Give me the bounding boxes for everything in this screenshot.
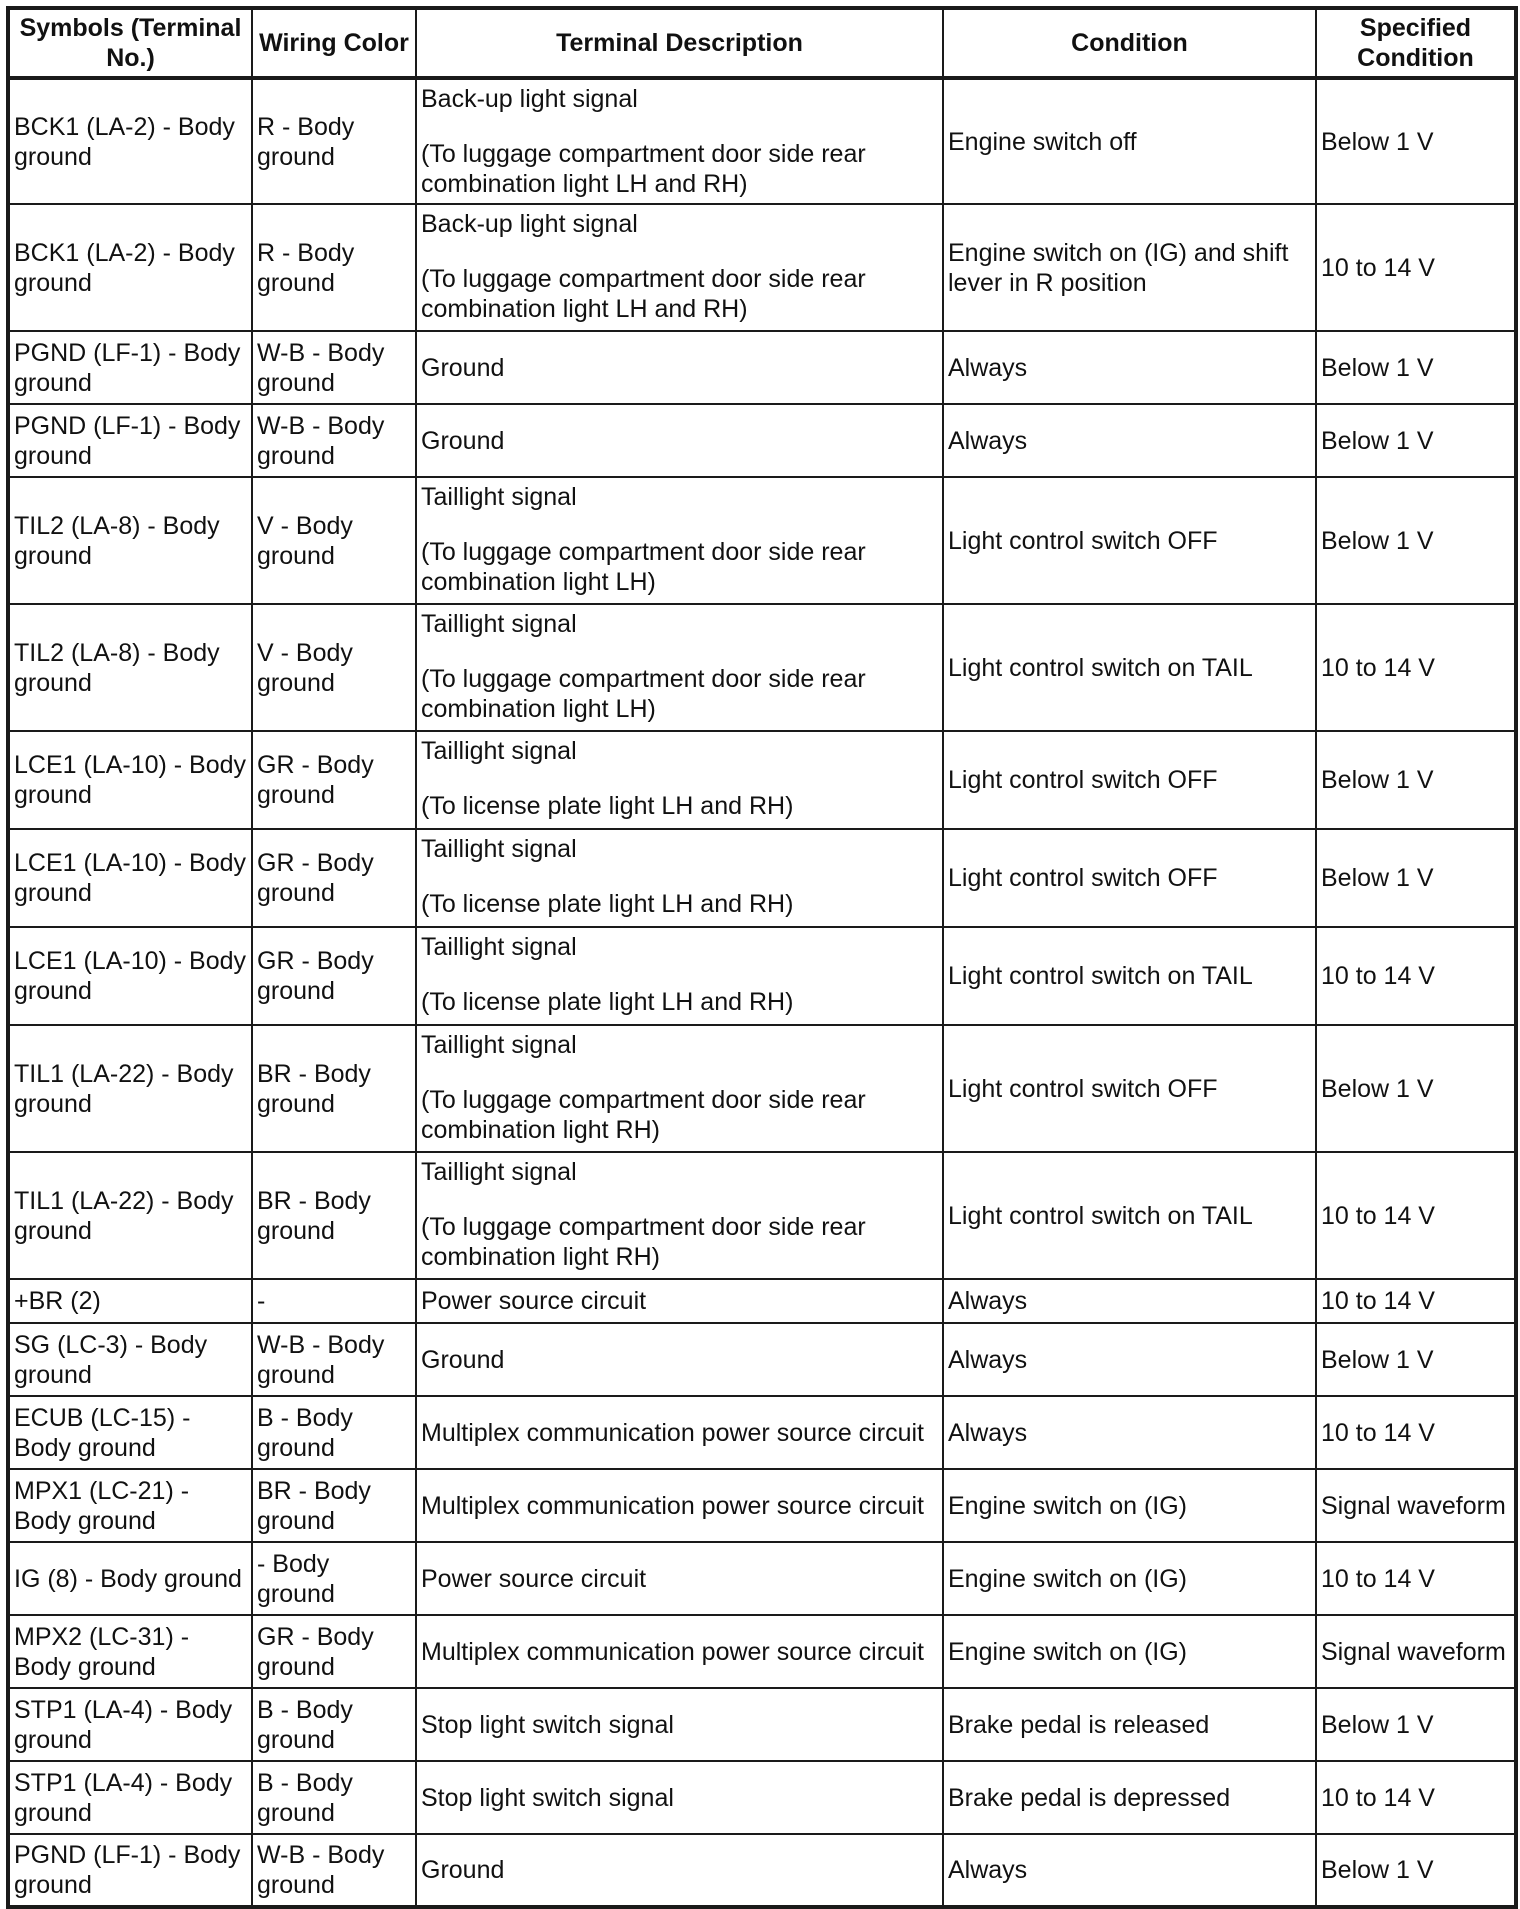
cell-wiring-color: BR - Body ground xyxy=(252,1025,416,1152)
description-spacer xyxy=(421,766,938,791)
cell-symbol: LCE1 (LA-10) - Body ground xyxy=(8,731,252,829)
cell-terminal-description xyxy=(416,829,943,927)
description-note: (To license plate light LH and RH) xyxy=(421,792,794,820)
description-title: Taillight signal xyxy=(421,835,577,863)
description-title: Ground xyxy=(421,353,505,382)
cell-wiring-color: BR - Body ground xyxy=(252,1469,416,1542)
cell-condition: Light control switch on TAIL xyxy=(943,1152,1316,1279)
description-note: (To luggage compartment door side rear combination light LH) xyxy=(421,665,866,723)
cell-terminal-description xyxy=(416,1025,943,1152)
cell-terminal-description xyxy=(416,1396,943,1469)
table-body xyxy=(8,78,1516,1907)
table-row xyxy=(8,1323,1516,1396)
header-terminal-description: Terminal Description xyxy=(416,8,943,78)
table-row xyxy=(8,731,1516,829)
cell-wiring-color: R - Body ground xyxy=(252,204,416,331)
cell-condition: Brake pedal is released xyxy=(943,1688,1316,1761)
description-spacer xyxy=(421,114,938,139)
description-spacer xyxy=(421,962,938,987)
cell-condition: Brake pedal is depressed xyxy=(943,1761,1316,1834)
cell-specified-condition: Below 1 V xyxy=(1316,78,1516,204)
description-title: Taillight signal xyxy=(421,1158,577,1186)
header-wiring-color: Wiring Color xyxy=(252,8,416,78)
cell-terminal-description xyxy=(416,1834,943,1907)
cell-specified-condition: Below 1 V xyxy=(1316,1323,1516,1396)
description-spacer xyxy=(421,639,938,664)
description-title: Stop light switch signal xyxy=(421,1783,674,1812)
description-title: Ground xyxy=(421,426,505,455)
cell-symbol: PGND (LF-1) - Body ground xyxy=(8,331,252,404)
cell-condition: Engine switch off xyxy=(943,78,1316,204)
cell-condition: Always xyxy=(943,404,1316,477)
cell-condition: Engine switch on (IG) and shift lever in R position xyxy=(943,204,1316,331)
cell-specified-condition: 10 to 14 V xyxy=(1316,1396,1516,1469)
description-note: (To luggage compartment door side rear combination light LH and RH) xyxy=(421,265,866,323)
table-row xyxy=(8,1152,1516,1279)
cell-wiring-color: W-B - Body ground xyxy=(252,331,416,404)
cell-specified-condition: Below 1 V xyxy=(1316,331,1516,404)
table-row xyxy=(8,829,1516,927)
cell-specified-condition: Below 1 V xyxy=(1316,1025,1516,1152)
cell-wiring-color: GR - Body ground xyxy=(252,1615,416,1688)
cell-wiring-color: R - Body ground xyxy=(252,78,416,204)
cell-specified-condition: Below 1 V xyxy=(1316,731,1516,829)
cell-condition: Always xyxy=(943,1396,1316,1469)
cell-terminal-description xyxy=(416,477,943,604)
description-note: (To luggage compartment door side rear combination light LH and RH) xyxy=(421,140,866,198)
cell-terminal-description xyxy=(416,1323,943,1396)
cell-wiring-color: B - Body ground xyxy=(252,1396,416,1469)
cell-condition: Light control switch on TAIL xyxy=(943,604,1316,731)
description-note: (To luggage compartment door side rear combination light LH) xyxy=(421,538,866,596)
cell-symbol: ECUB (LC-15) - Body ground xyxy=(8,1396,252,1469)
description-title: Taillight signal xyxy=(421,737,577,765)
description-title: Ground xyxy=(421,1856,505,1884)
table-row xyxy=(8,331,1516,404)
cell-terminal-description xyxy=(416,1279,943,1323)
cell-wiring-color: V - Body ground xyxy=(252,604,416,731)
cell-symbol: MPX2 (LC-31) - Body ground xyxy=(8,1615,252,1688)
cell-symbol: STP1 (LA-4) - Body ground xyxy=(8,1688,252,1761)
cell-symbol: PGND (LF-1) - Body ground xyxy=(8,1834,252,1907)
cell-wiring-color: B - Body ground xyxy=(252,1761,416,1834)
description-title: Multiplex communication power source circuit xyxy=(421,1637,924,1666)
cell-terminal-description xyxy=(416,604,943,731)
description-title: Stop light switch signal xyxy=(421,1710,674,1739)
cell-symbol: IG (8) - Body ground xyxy=(8,1542,252,1615)
cell-wiring-color: W-B - Body ground xyxy=(252,1323,416,1396)
cell-wiring-color: W-B - Body ground xyxy=(252,1834,416,1907)
cell-condition: Light control switch OFF xyxy=(943,477,1316,604)
cell-condition: Always xyxy=(943,1279,1316,1323)
cell-wiring-color: - Body ground xyxy=(252,1542,416,1615)
table-row xyxy=(8,477,1516,604)
cell-condition: Engine switch on (IG) xyxy=(943,1542,1316,1615)
table-row xyxy=(8,404,1516,477)
cell-symbol: SG (LC-3) - Body ground xyxy=(8,1323,252,1396)
description-note: (To luggage compartment door side rear combination light RH) xyxy=(421,1213,866,1271)
description-spacer xyxy=(421,1060,938,1085)
cell-condition: Light control switch OFF xyxy=(943,1025,1316,1152)
cell-wiring-color: BR - Body ground xyxy=(252,1152,416,1279)
terminal-table-container xyxy=(6,6,1518,1909)
cell-specified-condition: Signal waveform xyxy=(1316,1615,1516,1688)
table-row xyxy=(8,1834,1516,1907)
cell-specified-condition: 10 to 14 V xyxy=(1316,1761,1516,1834)
cell-symbol: BCK1 (LA-2) - Body ground xyxy=(8,78,252,204)
cell-symbol: PGND (LF-1) - Body ground xyxy=(8,404,252,477)
cell-specified-condition: 10 to 14 V xyxy=(1316,1279,1516,1323)
table-row xyxy=(8,1025,1516,1152)
cell-terminal-description xyxy=(416,1761,943,1834)
cell-specified-condition: 10 to 14 V xyxy=(1316,604,1516,731)
description-spacer xyxy=(421,239,938,264)
description-title: Power source circuit xyxy=(421,1564,647,1593)
cell-specified-condition: Below 1 V xyxy=(1316,829,1516,927)
cell-specified-condition: 10 to 14 V xyxy=(1316,1152,1516,1279)
description-title: Multiplex communication power source circuit xyxy=(421,1491,924,1520)
description-title: Taillight signal xyxy=(421,933,577,961)
table-row xyxy=(8,1688,1516,1761)
description-title: Taillight signal xyxy=(421,483,577,511)
cell-symbol: BCK1 (LA-2) - Body ground xyxy=(8,204,252,331)
cell-wiring-color: B - Body ground xyxy=(252,1688,416,1761)
cell-specified-condition: Below 1 V xyxy=(1316,1834,1516,1907)
cell-condition: Light control switch on TAIL xyxy=(943,927,1316,1025)
cell-specified-condition: 10 to 14 V xyxy=(1316,204,1516,331)
cell-specified-condition: 10 to 14 V xyxy=(1316,1542,1516,1615)
cell-condition: Always xyxy=(943,1323,1316,1396)
cell-terminal-description xyxy=(416,1542,943,1615)
cell-terminal-description xyxy=(416,331,943,404)
cell-symbol: TIL1 (LA-22) - Body ground xyxy=(8,1152,252,1279)
header-row xyxy=(8,8,1516,78)
description-title: Back-up light signal xyxy=(421,210,638,238)
cell-terminal-description xyxy=(416,1469,943,1542)
cell-condition: Always xyxy=(943,1834,1316,1907)
header-specified-condition: Specified Condition xyxy=(1316,8,1516,78)
description-title: Taillight signal xyxy=(421,1031,577,1059)
cell-terminal-description xyxy=(416,1152,943,1279)
table-row xyxy=(8,604,1516,731)
cell-condition: Engine switch on (IG) xyxy=(943,1469,1316,1542)
description-title: Multiplex communication power source circuit xyxy=(421,1418,924,1447)
cell-specified-condition: Below 1 V xyxy=(1316,477,1516,604)
description-title: Taillight signal xyxy=(421,610,577,638)
cell-condition: Light control switch OFF xyxy=(943,731,1316,829)
cell-specified-condition: 10 to 14 V xyxy=(1316,927,1516,1025)
table-header xyxy=(8,8,1516,78)
cell-terminal-description xyxy=(416,1688,943,1761)
cell-specified-condition: Below 1 V xyxy=(1316,1688,1516,1761)
description-spacer xyxy=(421,1187,938,1212)
cell-wiring-color: GR - Body ground xyxy=(252,731,416,829)
description-note: (To license plate light LH and RH) xyxy=(421,988,794,1016)
cell-terminal-description xyxy=(416,1615,943,1688)
cell-condition: Light control switch OFF xyxy=(943,829,1316,927)
cell-terminal-description xyxy=(416,927,943,1025)
cell-symbol: TIL1 (LA-22) - Body ground xyxy=(8,1025,252,1152)
cell-terminal-description xyxy=(416,78,943,204)
table-row xyxy=(8,204,1516,331)
cell-wiring-color: GR - Body ground xyxy=(252,927,416,1025)
cell-condition: Engine switch on (IG) xyxy=(943,1615,1316,1688)
cell-wiring-color: GR - Body ground xyxy=(252,829,416,927)
cell-condition: Always xyxy=(943,331,1316,404)
terminal-table xyxy=(6,6,1518,1909)
cell-symbol: MPX1 (LC-21) - Body ground xyxy=(8,1469,252,1542)
cell-specified-condition: Signal waveform xyxy=(1316,1469,1516,1542)
description-title: Back-up light signal xyxy=(421,85,638,113)
cell-wiring-color: - xyxy=(252,1279,416,1323)
cell-symbol: TIL2 (LA-8) - Body ground xyxy=(8,477,252,604)
description-spacer xyxy=(421,864,938,889)
cell-symbol: LCE1 (LA-10) - Body ground xyxy=(8,829,252,927)
cell-terminal-description xyxy=(416,204,943,331)
cell-specified-condition: Below 1 V xyxy=(1316,404,1516,477)
cell-terminal-description xyxy=(416,731,943,829)
description-note: (To luggage compartment door side rear combination light RH) xyxy=(421,1086,866,1144)
table-row xyxy=(8,1615,1516,1688)
header-condition: Condition xyxy=(943,8,1316,78)
table-row xyxy=(8,1761,1516,1834)
table-row xyxy=(8,927,1516,1025)
table-row xyxy=(8,1542,1516,1615)
cell-wiring-color: V - Body ground xyxy=(252,477,416,604)
cell-symbol: STP1 (LA-4) - Body ground xyxy=(8,1761,252,1834)
cell-wiring-color: W-B - Body ground xyxy=(252,404,416,477)
cell-symbol: TIL2 (LA-8) - Body ground xyxy=(8,604,252,731)
table-row xyxy=(8,1469,1516,1542)
cell-symbol: LCE1 (LA-10) - Body ground xyxy=(8,927,252,1025)
header-symbols: Symbols (Terminal No.) xyxy=(8,8,252,78)
table-row xyxy=(8,1396,1516,1469)
cell-symbol: +BR (2) xyxy=(8,1279,252,1323)
description-title: Ground xyxy=(421,1345,505,1374)
description-title: Power source circuit xyxy=(421,1287,647,1315)
table-row xyxy=(8,1279,1516,1323)
table-row xyxy=(8,78,1516,204)
description-note: (To license plate light LH and RH) xyxy=(421,890,794,918)
description-spacer xyxy=(421,512,938,537)
cell-terminal-description xyxy=(416,404,943,477)
